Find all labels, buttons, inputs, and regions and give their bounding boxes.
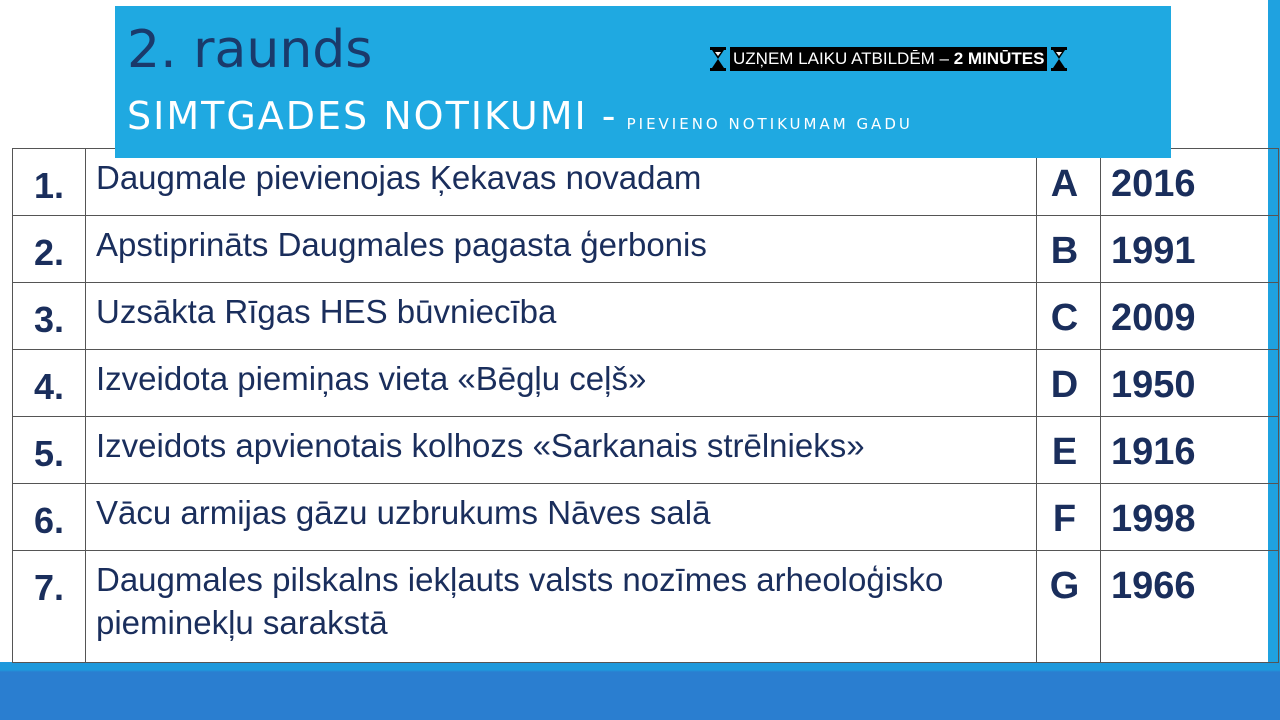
answer-year: 1916 [1101, 417, 1279, 484]
event-text: Izveidota piemiņas vieta «Bēgļu ceļš» [86, 350, 1037, 417]
table-row [1029, 149, 1279, 216]
answers-table [1028, 148, 1279, 663]
table-row [1029, 484, 1279, 551]
bottom-accent-bar [0, 662, 1280, 720]
event-number: 3. [13, 283, 86, 350]
table-row [13, 149, 1037, 216]
answer-year: 1950 [1101, 350, 1279, 417]
table-row [1029, 216, 1279, 283]
topic-title [127, 94, 913, 138]
table-row [1029, 417, 1279, 484]
answer-year: 2016 [1101, 149, 1279, 216]
timer-text-prefix: UZŅEM LAIKU ATBILDĒM – [733, 49, 954, 68]
table-row [1029, 551, 1279, 663]
event-number: 7. [13, 551, 86, 663]
event-text: Daugmales pilskalns iekļauts valsts nozīmes arheoloģisko pieminekļu sarakstā [86, 551, 1037, 663]
event-number: 1. [13, 149, 86, 216]
topic-main: SIMTGADES NOTIKUMI - [127, 94, 618, 138]
answer-letter: B [1029, 216, 1101, 283]
answer-year: 1991 [1101, 216, 1279, 283]
event-number: 6. [13, 484, 86, 551]
table-row [13, 350, 1037, 417]
table-row [13, 417, 1037, 484]
event-text: Apstiprināts Daugmales pagasta ģerbonis [86, 216, 1037, 283]
answer-letter: G [1029, 551, 1101, 663]
answer-year: 2009 [1101, 283, 1279, 350]
topic-instruction: PIEVIENO NOTIKUMAM GADU [626, 115, 913, 133]
event-number: 2. [13, 216, 86, 283]
title-box [115, 6, 1171, 158]
table-row [13, 551, 1037, 663]
table-row [1029, 283, 1279, 350]
answer-letter: E [1029, 417, 1101, 484]
table-row [13, 216, 1037, 283]
event-text: Daugmale pievienojas Ķekavas novadam [86, 149, 1037, 216]
table-row [1029, 350, 1279, 417]
timer-badge [709, 44, 1068, 74]
event-text: Izveidots apvienotais kolhozs «Sarkanais strēlnieks» [86, 417, 1037, 484]
event-text: Vācu armijas gāzu uzbrukums Nāves salā [86, 484, 1037, 551]
answer-year: 1998 [1101, 484, 1279, 551]
table-row [13, 484, 1037, 551]
table-row [13, 283, 1037, 350]
event-text: Uzsākta Rīgas HES būvniecība [86, 283, 1037, 350]
answer-letter: D [1029, 350, 1101, 417]
round-title: 2. raunds [127, 20, 373, 80]
timer-text-bold: 2 MINŪTES [953, 49, 1045, 68]
events-table [12, 148, 1037, 663]
answer-year: 1966 [1101, 551, 1279, 663]
event-number: 4. [13, 350, 86, 417]
timer-text [730, 47, 1047, 71]
answer-letter: C [1029, 283, 1101, 350]
answer-letter: A [1029, 149, 1101, 216]
hourglass-icon [1050, 46, 1068, 72]
answer-letter: F [1029, 484, 1101, 551]
hourglass-icon [709, 46, 727, 72]
event-number: 5. [13, 417, 86, 484]
